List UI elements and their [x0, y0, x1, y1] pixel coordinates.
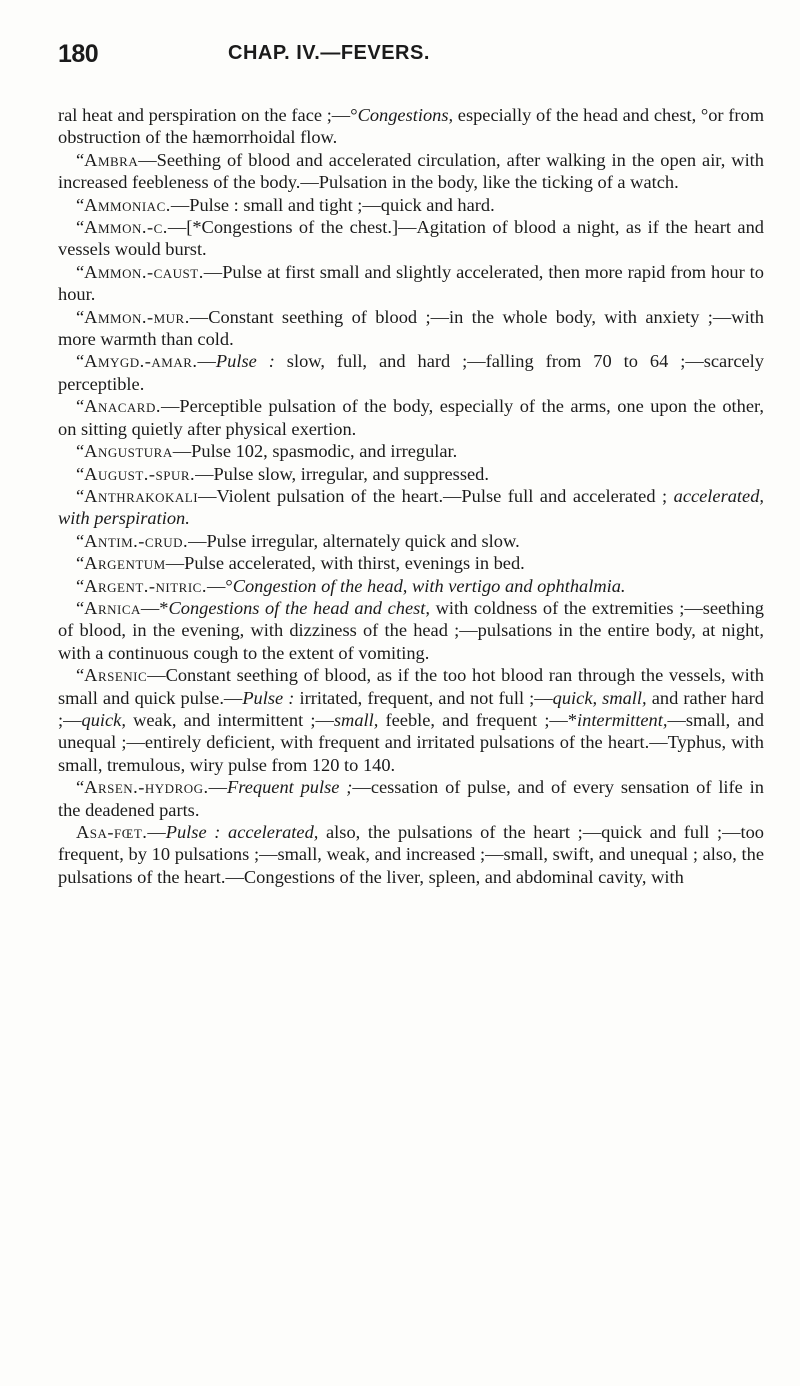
remedy-name: Ammon.-mur.	[84, 306, 190, 327]
page-number: 180	[58, 40, 99, 68]
text-segment: —Constant seething of blood ;—in the whole body, with anxiety ;—with more warmth than cold.	[58, 306, 764, 350]
remedy-entry	[58, 440, 764, 462]
remedy-entry	[58, 552, 764, 574]
remedy-name: August.-spur.	[84, 463, 196, 484]
running-head: CHAP. IV.—FEVERS.	[228, 42, 430, 64]
text-segment: —Pulse 102, spasmodic, and irregular.	[172, 441, 458, 462]
text-segment: —Constant seething of blood, as if the too hot blood ran through the vessels, with small and quick pulse.—	[58, 665, 764, 708]
text-segment: especially of the head and chest, °or from obstruction of the hæmorrhoidal flow.	[58, 105, 764, 148]
text-segment: “	[76, 597, 85, 618]
text-segment: —	[197, 351, 216, 372]
remedy-entry	[58, 463, 764, 485]
remedy-name: Amygd.-amar.	[84, 351, 198, 372]
remedy-entry	[58, 597, 764, 664]
remedy-name: Ammoniac.	[84, 194, 171, 215]
text-segment: “	[76, 777, 85, 798]
text-segment: ral heat and perspiration on the face ;—°	[58, 105, 358, 125]
text-segment: “	[76, 441, 85, 462]
text-segment: —Violent pulsation of the heart.—Pulse full and accelerated ;	[198, 485, 674, 506]
italic-text: Congestions,	[357, 105, 454, 125]
text-segment: “	[76, 217, 85, 238]
remedy-name: Anacard.	[84, 396, 161, 417]
text-segment: —°	[206, 575, 233, 596]
italic-text: small,	[333, 709, 379, 730]
text-segment: “	[76, 463, 85, 484]
remedy-name: Argentum	[84, 553, 166, 574]
remedy-entry	[58, 216, 764, 261]
text-segment: —[*Congestions of the chest.]—Agitation of blood a night, as if the heart and vessels would burst.	[58, 217, 764, 260]
text-segment: —	[147, 822, 166, 842]
remedy-name: Arsenic	[84, 665, 148, 686]
text-segment: —Pulse at first small and slightly accelerated, then more rapid from hour to hour.	[58, 261, 764, 305]
italic-text: Pulse : accelerated,	[165, 822, 319, 842]
italic-text: Congestions of the head and chest,	[168, 597, 430, 618]
remedy-name: Asa-fœt.	[76, 822, 148, 842]
text-segment: “	[76, 306, 85, 327]
remedy-entry	[58, 664, 764, 776]
remedy-entry	[58, 485, 764, 530]
text-segment: “	[76, 553, 85, 574]
text-segment: —Pulse accelerated, with thirst, evenings in bed.	[165, 553, 525, 574]
text-segment: “	[76, 396, 85, 417]
italic-text: accelerated, with perspiration.	[58, 485, 764, 529]
remedy-name: Arsen.-hydrog.	[84, 777, 209, 798]
text-segment: —Pulse : small and tight ;—quick and hard.	[170, 194, 495, 215]
italic-text: Pulse :	[242, 687, 295, 708]
remedy-entry	[58, 194, 764, 216]
text-segment: “	[76, 194, 85, 215]
body-text	[58, 104, 764, 888]
text-segment: “	[76, 351, 85, 372]
text-segment: —*	[140, 597, 169, 618]
text-segment: “	[76, 261, 85, 282]
text-segment: irritated, frequent, and not full ;—	[294, 687, 553, 708]
italic-text: Pulse :	[215, 351, 275, 372]
text-segment: —Seething of blood and accelerated circulation, after walking in the open air, with increased feebleness of the body.—Pulsation in the body, like the ticking of a watch.	[58, 149, 764, 193]
remedy-name: Angustura	[84, 441, 173, 462]
italic-text: Frequent pulse ;	[227, 777, 353, 798]
remedy-entry	[58, 261, 764, 306]
text-segment: “	[76, 530, 85, 551]
remedy-name: Ambra	[84, 149, 139, 170]
continued-paragraph	[58, 104, 764, 149]
remedy-entry	[58, 776, 764, 821]
italic-text: intermittent,	[577, 709, 668, 730]
remedy-entry	[58, 575, 764, 597]
italic-text: quick, small,	[552, 687, 647, 708]
italic-text: quick,	[81, 709, 126, 730]
text-segment: slow, full, and hard ;—falling from 70 to 64 ;—scarcely perceptible.	[58, 351, 764, 394]
italic-text: Congestion of the head, with vertigo and ophthalmia.	[232, 575, 626, 596]
remedy-entry	[58, 821, 764, 888]
remedy-name: Ammon.-caust.	[84, 261, 204, 282]
text-segment: —Pulse irregular, alternately quick and slow.	[188, 530, 520, 551]
text-segment: —Perceptible pulsation of the body, especially of the arms, one upon the other, on sitting quietly after physical exertion.	[58, 396, 764, 439]
remedy-entry	[58, 149, 764, 194]
remedy-name: Antim.-crud.	[84, 530, 189, 551]
text-segment: weak, and intermittent ;—	[125, 709, 334, 730]
remedy-entry	[58, 306, 764, 351]
remedy-name: Ammon.-c.	[84, 217, 168, 238]
text-segment: —small, and unequal ;—entirely deficient, with frequent and irritated pulsations of the heart.—Typhus, with small, tremulous, wiry pulse from 120 to 140.	[58, 709, 764, 775]
text-segment: and rather hard ;—	[58, 687, 764, 730]
text-segment: “	[76, 665, 85, 686]
remedy-entry	[58, 395, 764, 440]
text-segment: feeble, and frequent ;—*	[378, 709, 578, 730]
text-segment: also, the pulsations of the heart ;—quick and full ;—too frequent, by 10 pulsations ;—small, weak, and increased ;—small, swift, and unequal ; also, the pulsations of the heart.—Congestions of the liver, spleen, and abdominal cavity, with	[58, 822, 764, 887]
remedy-entry	[58, 530, 764, 552]
text-segment: “	[76, 575, 85, 596]
text-segment: “	[76, 485, 85, 506]
text-segment: —	[208, 777, 228, 798]
remedy-entry	[58, 350, 764, 395]
text-segment: —Pulse slow, irregular, and suppressed.	[195, 463, 489, 484]
text-segment: —cessation of pulse, and of every sensation of life in the deadened parts.	[58, 777, 764, 820]
remedy-name: Arnica	[84, 597, 141, 618]
remedy-name: Argent.-nitric.	[84, 575, 207, 596]
text-segment: with coldness of the extremities ;—seething of blood, in the evening, with dizziness of the head ;—pulsations in the entire body, at night, with a continuous cough to the extent of vomiting.	[58, 597, 764, 663]
page-header	[58, 40, 758, 70]
remedy-name: Anthrakokali	[84, 485, 199, 506]
text-segment: “	[76, 149, 85, 170]
